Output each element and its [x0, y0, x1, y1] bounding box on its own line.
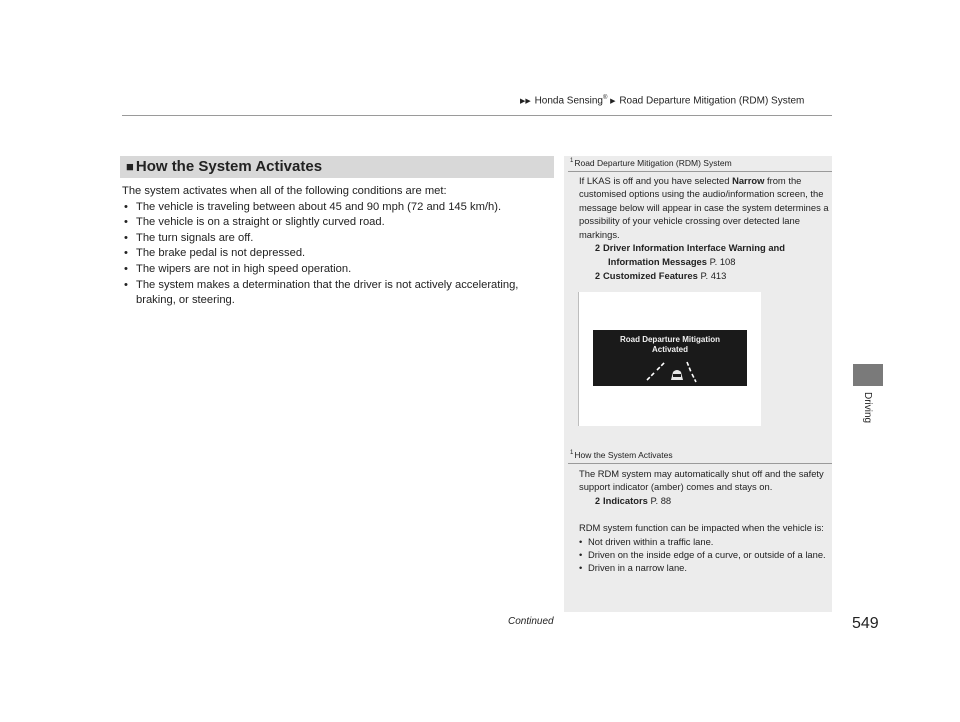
bullet-icon: •: [579, 549, 583, 561]
breadcrumb-item-rdm[interactable]: Road Departure Mitigation (RDM) System: [619, 95, 805, 107]
xref-page: P. 108: [709, 256, 736, 268]
list-item: [122, 200, 552, 216]
note-text: If LKAS is off and you have selected: [579, 175, 733, 186]
impact-list: [579, 535, 829, 575]
display-illustration: [578, 292, 761, 426]
reference-arrow-icon: 2: [595, 270, 601, 281]
lane-departure-graphic-icon: [593, 330, 747, 386]
impact-text: Driven on the inside edge of a curve, or outside of a lane.: [588, 549, 826, 561]
note-text: from the customised options using the audio/information screen, the message below will appear in case the system determines a possibility of your vehicle crossing over detected lane markings.: [579, 175, 829, 240]
page-number: 549: [852, 615, 879, 632]
display-message-line: Road Departure Mitigation: [619, 335, 720, 344]
condition-text: The wipers are not in high speed operation.: [136, 262, 352, 275]
note-title: How the System Activates: [574, 450, 673, 460]
bullet-icon: •: [124, 262, 128, 275]
list-item: [122, 231, 552, 247]
cross-reference-link[interactable]: [579, 241, 829, 255]
section-title: [126, 158, 322, 175]
list-item: [122, 278, 552, 309]
xref-page: P. 88: [650, 494, 672, 506]
condition-text: The vehicle is traveling between about 45 and 90 mph (72 and 145 km/h).: [136, 200, 502, 213]
cross-reference-link[interactable]: [579, 494, 829, 508]
bullet-icon: •: [124, 278, 128, 291]
note-divider: [568, 463, 832, 464]
note-ref-icon: 1: [570, 450, 574, 456]
bullet-icon: •: [579, 562, 583, 574]
list-item: [122, 215, 552, 231]
note-paragraph: [579, 174, 829, 241]
reference-arrow-icon: 2: [595, 495, 601, 506]
note-body-rdm: [579, 174, 829, 283]
note-heading-rdm: [570, 158, 732, 168]
xref-label: Indicators: [603, 494, 648, 506]
bullet-icon: •: [579, 535, 583, 547]
driver-info-display: [593, 330, 747, 386]
condition-text: The vehicle is on a straight or slightly curved road.: [136, 216, 385, 229]
conditions-list: [122, 200, 552, 309]
xref-label: Driver Information Interface Warning and: [603, 242, 785, 254]
note-ref-icon: 1: [570, 158, 574, 164]
breadcrumb-arrow-icon: ▶: [610, 98, 616, 106]
list-item: [579, 548, 829, 561]
notes-panel: [564, 156, 832, 612]
impact-text: Driven in a narrow lane.: [588, 562, 688, 574]
xref-page: P. 413: [700, 269, 727, 281]
intro-text: The system activates when all of the following conditions are met:: [122, 185, 447, 197]
note-paragraph: RDM system function can be impacted when the vehicle is:: [579, 522, 824, 534]
section-marker-icon: ■: [126, 159, 134, 174]
impact-text: Not driven within a traffic lane.: [588, 535, 714, 547]
note-paragraph: The RDM system may automatically shut off and the safety support indicator (amber) comes and stays on.: [579, 468, 824, 493]
breadcrumb-arrow-icon: ▶▶: [520, 98, 531, 106]
cross-reference-link-cont[interactable]: [579, 255, 829, 268]
condition-text: The turn signals are off.: [136, 231, 254, 244]
note-body-activation: [579, 467, 829, 575]
chapter-label-text: Driving: [862, 392, 873, 424]
note-title: Road Departure Mitigation (RDM) System: [574, 158, 732, 168]
header-divider: [122, 115, 832, 116]
bullet-icon: •: [124, 200, 128, 213]
condition-text: The system makes a determination that the driver is not actively accelerating, braking, or steering.: [136, 278, 519, 307]
reference-arrow-icon: 2: [595, 243, 601, 254]
cross-reference-link[interactable]: [579, 269, 829, 283]
list-item: [122, 246, 552, 262]
chapter-label: [848, 392, 888, 432]
list-item: [579, 535, 829, 548]
note-heading-activation: [570, 450, 673, 460]
note-divider: [568, 171, 832, 172]
xref-label: Customized Features: [603, 269, 698, 281]
display-message-line: Activated: [651, 345, 688, 354]
breadcrumb-item-honda-sensing[interactable]: Honda Sensing: [534, 95, 603, 107]
continued-label: Continued: [508, 616, 554, 627]
section-title-text: How the System Activates: [135, 158, 323, 175]
condition-text: The brake pedal is not depressed.: [136, 247, 306, 260]
note-bold-option: Narrow: [732, 175, 765, 186]
registered-mark: ®: [602, 95, 608, 101]
bullet-icon: •: [124, 247, 128, 260]
bullet-icon: •: [124, 216, 128, 229]
list-item: [122, 262, 552, 278]
bullet-icon: •: [124, 231, 128, 244]
xref-label: Information Messages: [608, 256, 707, 268]
chapter-tab[interactable]: [853, 364, 883, 386]
section-heading-bar: [120, 156, 554, 178]
list-item: [579, 561, 829, 574]
main-content: [122, 184, 552, 309]
breadcrumb: [520, 95, 804, 106]
